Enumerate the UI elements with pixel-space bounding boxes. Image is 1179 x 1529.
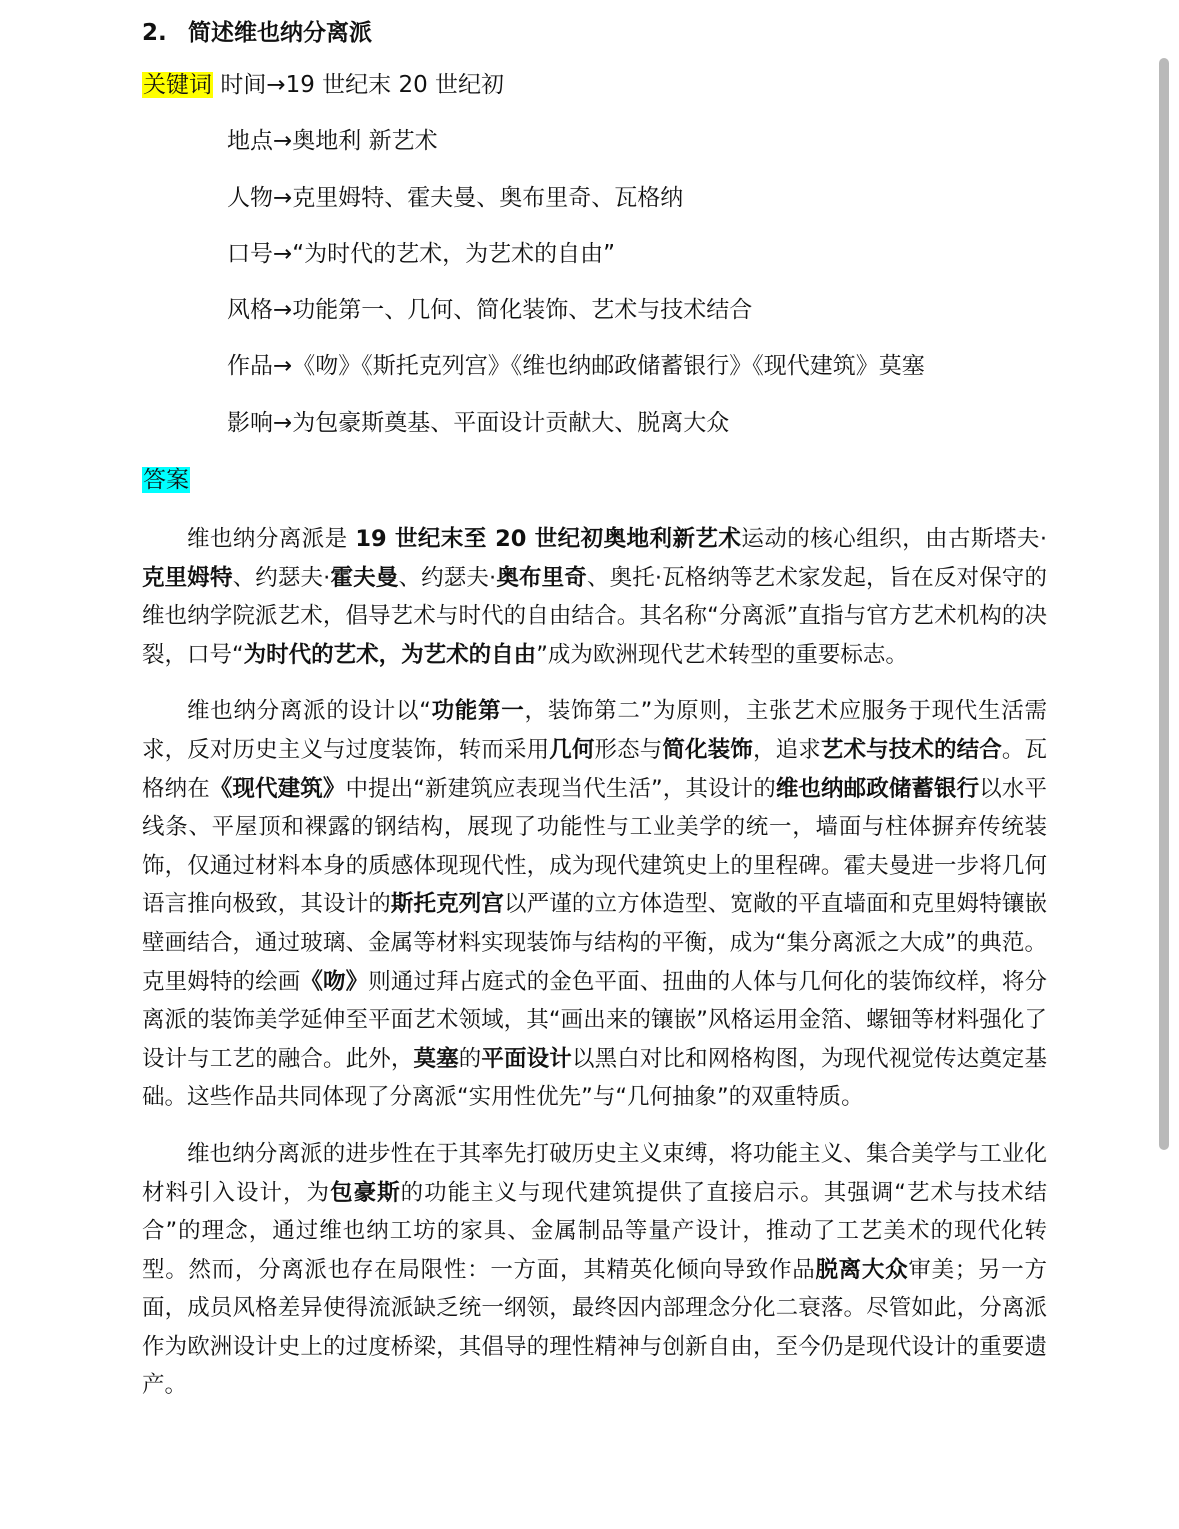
text-run: 中提出“新建筑应表现当代生活”，其设计的 — [345, 775, 776, 802]
keyword-item: 人物→克里姆特、霍夫曼、奥布里奇、瓦格纳 — [227, 184, 684, 211]
text-run: ，装饰第二”为原则，主张艺术应服务于现代生活需求，反对历史主义与过度装饰，转而采用 — [142, 698, 1047, 763]
text-run: 形态与 — [594, 736, 663, 763]
bold-text-run: 斯托克列宫 — [390, 891, 505, 918]
keyword-row — [142, 181, 1042, 237]
bold-text-run: 脱离大众 — [815, 1256, 909, 1283]
answer-body — [142, 520, 1047, 1423]
bold-text-run: 几何 — [549, 736, 595, 763]
keyword-item: 影响→为包豪斯奠基、平面设计贡献大、脱离大众 — [227, 409, 730, 436]
keyword-row — [142, 293, 1042, 349]
bold-text-run: 《吻》 — [300, 968, 369, 995]
keyword-item: 风格→功能第一、几何、简化装饰、艺术与技术结合 — [227, 297, 753, 324]
bold-text-run: 维也纳邮政储蓄银行 — [775, 775, 980, 802]
vertical-scrollbar[interactable] — [1159, 58, 1169, 1150]
keyword-row — [142, 349, 1042, 405]
text-run: 。瓦格纳在 — [142, 736, 1047, 802]
bold-text-run: 克里姆特 — [142, 564, 233, 591]
bold-text-run: 平面设计 — [481, 1045, 572, 1072]
text-run: 的功能主义与现代建筑提供了直接启示。其强调“艺术与技术结合”的理念，通过维也纳工坊的家具、金属制品等量产设计，推动了工艺美术的现代化转型。然而，分离派也存在局限性：一方面，其精英化倾向导致作品 — [142, 1179, 1047, 1283]
keyword-row — [142, 124, 1042, 180]
keywords-section — [142, 68, 1042, 462]
text-run: 以黑白对比和网格构图，为现代视觉传达奠定基础。这些作品共同体现了分离派“实用性优先”与“几何抽象”的双重特质。 — [142, 1045, 1047, 1111]
keyword-row — [142, 68, 1042, 124]
answer-label-wrap — [142, 463, 190, 497]
answer-paragraph — [142, 1135, 1047, 1405]
keywords-label: 关键词 — [143, 72, 212, 98]
keyword-item: 作品→《吻》《斯托克列宫》《维也纳邮政储蓄银行》《现代建筑》莫塞 — [227, 353, 925, 380]
text-run: ”成为欧洲现代艺术转型的重要标志。 — [536, 641, 908, 668]
keyword-item: 口号→“为时代的艺术，为艺术的自由” — [227, 240, 616, 267]
bold-text-run: 简化装饰 — [662, 736, 753, 763]
keyword-row — [142, 237, 1042, 293]
text-run: 审美；另一方面，成员风格差异使得流派缺乏统一纲领，最终因内部理念分化二衰落。尽管如此，分离派作为欧洲设计史上的过度桥梁，其倡导的理性精神与创新自由，至今仍是现代设计的重要遗产。 — [142, 1256, 1047, 1399]
text-run: 以水平线条、平屋顶和裸露的钢结构，展现了功能性与工业美学的统一，墙面与柱体摒弃传统装饰，仅通过材料本身的质感体现现代性，成为现代建筑史上的里程碑。霍夫曼进一步将几何语言推向极致，其设计的 — [142, 775, 1047, 918]
bold-text-run: 莫塞 — [413, 1045, 459, 1072]
answer-paragraph — [142, 692, 1047, 1117]
text-run: 运动的核心组织，由古斯塔夫· — [741, 526, 1048, 552]
text-run: 、约瑟夫· — [398, 564, 497, 591]
keyword-row — [142, 406, 1042, 462]
answer-label: 答案 — [143, 467, 189, 493]
text-run: 的 — [458, 1045, 482, 1072]
bold-text-run: 包豪斯 — [330, 1179, 401, 1206]
bold-text-run: 霍夫曼 — [330, 564, 399, 591]
question-number: 2. — [142, 20, 167, 46]
text-run: 维也纳分离派是 — [187, 526, 356, 552]
text-run: 维也纳分离派的设计以“ — [187, 698, 431, 725]
bold-text-run: 艺术与技术的结合 — [820, 736, 1002, 763]
bold-text-run: 19 世纪末至 20 世纪初奥地利新艺术 — [355, 526, 742, 552]
text-run: 、约瑟夫· — [232, 564, 331, 591]
text-run: 、奥托·瓦格纳等艺术家发起，旨在反对保守的维也纳学院派艺术，倡导艺术与时代的自由结合。其名称“分离派”直指与官方艺术机构的决裂，口号“ — [142, 564, 1047, 668]
text-run: 则通过拜占庭式的金色平面、扭曲的人体与几何化的装饰纹样，将分离派的装饰美学延伸至平面艺术领域，其“画出来的镶嵌”风格运用金箔、螺钿等材料强化了设计与工艺的融合。此外， — [142, 968, 1047, 1072]
question-title: 简述维也纳分离派 — [188, 20, 372, 46]
bold-text-run: 为时代的艺术，为艺术的自由 — [243, 641, 537, 668]
bold-text-run: 奥布里奇 — [496, 564, 587, 591]
answer-paragraph — [142, 520, 1047, 674]
text-run: ，追求 — [752, 736, 821, 763]
bold-text-run: 功能第一 — [430, 698, 525, 725]
keyword-item: 时间→19 世纪末 20 世纪初 — [220, 72, 505, 98]
keyword-item: 地点→奥地利 新艺术 — [227, 128, 438, 155]
bold-text-run: 《现代建筑》 — [209, 775, 346, 802]
text-run: 维也纳分离派的进步性在于其率先打破历史主义束缚，将功能主义、集合美学与工业化材料引入设计，为 — [142, 1140, 1047, 1206]
question-heading — [142, 14, 372, 47]
text-run: 以严谨的立方体造型、宽敞的平直墙面和克里姆特镶嵌壁画结合，通过玻璃、金属等材料实现装饰与结构的平衡，成为“集分离派之大成”的典范。克里姆特的绘画 — [142, 891, 1047, 995]
